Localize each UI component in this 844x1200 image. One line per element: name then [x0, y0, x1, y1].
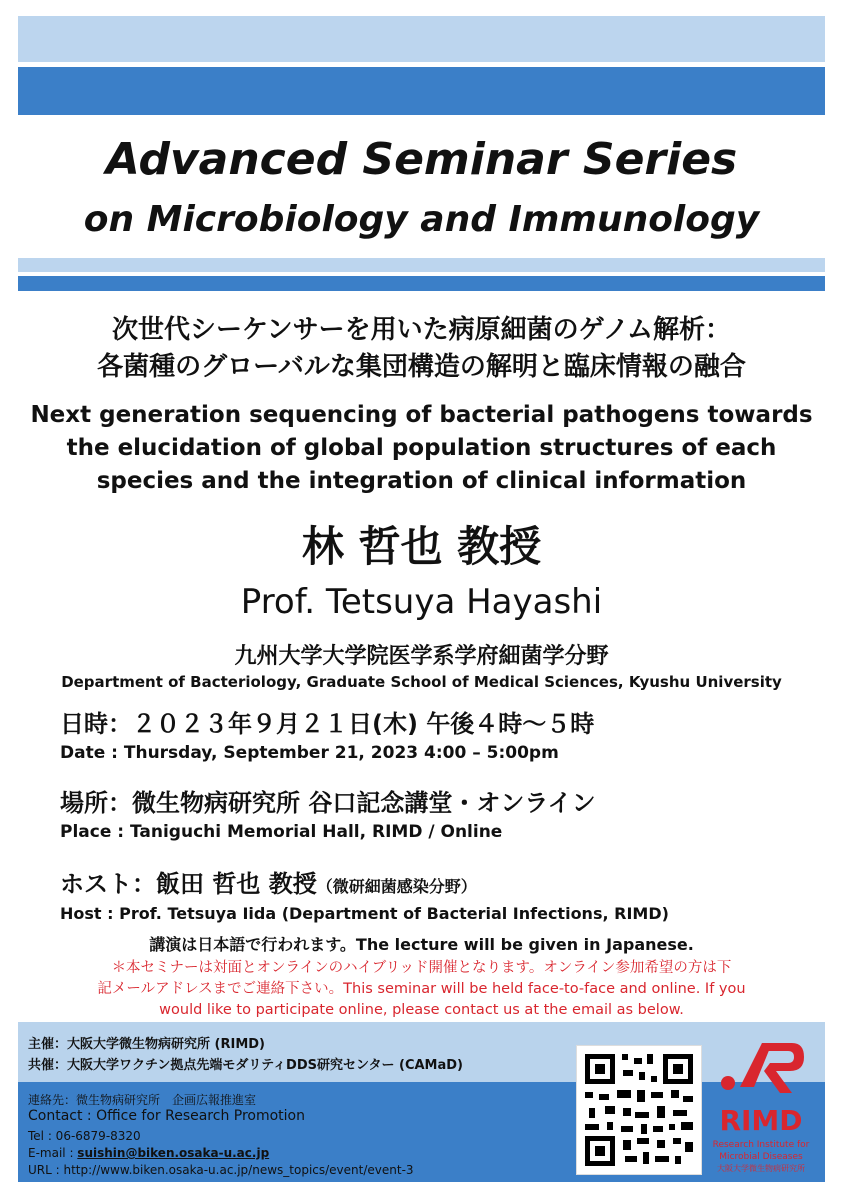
talk-title-en-line3: species and the integration of clinical information	[96, 468, 747, 494]
qr-code-image	[577, 1046, 701, 1174]
rimd-logo	[700, 1025, 822, 1183]
rimd-logo-sub3: 大阪大学微生物病研究所	[717, 1164, 805, 1173]
rimd-logo-text: RIMD	[719, 1104, 803, 1137]
contact-en: Contact : Office for Research Promotion	[28, 1108, 305, 1124]
date-jp: 日時：２０２３年９月２１日(木) 午後４時～５時	[60, 710, 595, 738]
talk-title-en-line1: Next generation sequencing of bacterial pathogens towards	[30, 402, 813, 428]
talk-title-jp-line2: 各菌種のグローバルな集団構造の解明と臨床情報の融合	[97, 352, 746, 382]
divider-band-light	[18, 258, 825, 272]
rimd-logo-sub2: Microbial Diseases	[719, 1152, 803, 1162]
divider-band-dark	[18, 276, 825, 291]
series-title-line1: Advanced Seminar Series	[105, 134, 738, 185]
talk-title-en-line2: the elucidation of global population structures of each	[66, 435, 777, 461]
speaker-name-jp: 林 哲也 教授	[301, 522, 542, 571]
hybrid-note-line1: ＊本セミナーは対面とオンラインのハイブリッド開催となります。オンライン参加希望の方は下	[111, 960, 732, 976]
contact-url[interactable]: URL : http://www.biken.osaka-u.ac.jp/news_topics/event/event-3	[28, 1163, 414, 1177]
place-en: Place : Taniguchi Memorial Hall, RIMD / Online	[60, 822, 503, 842]
language-note: 講演は日本語で行われます。The lecture will be given in Japanese.	[149, 935, 694, 954]
date-en: Date : Thursday, September 21, 2023 4:00 – 5:00pm	[60, 743, 559, 763]
contact-jp: 連絡先：微生物病研究所 企画広報推進室	[28, 1093, 257, 1107]
header-band-dark	[18, 67, 825, 115]
hybrid-note-line2: 記メールアドレスまでご連絡下さい。This seminar will be held face-to-face and online. If you	[97, 981, 746, 997]
co-organizer: 共催：大阪大学ワクチン拠点先端モダリティDDS研究センター (CAMaD)	[28, 1058, 463, 1073]
organizer: 主催：大阪大学微生物病研究所 (RIMD)	[28, 1037, 265, 1052]
host-jp	[60, 868, 820, 903]
contact-email-row	[28, 1146, 269, 1160]
rimd-logo-mark-icon	[700, 1025, 822, 1105]
email-link[interactable]: suishin@biken.osaka-u.ac.jp	[77, 1146, 270, 1160]
hybrid-note-line3: would like to participate online, please contact us at the email as below.	[159, 1002, 684, 1018]
header-band-light	[18, 16, 825, 62]
talk-title-jp-line1: 次世代シーケンサーを用いた病原細菌のゲノム解析：	[111, 315, 732, 345]
qr-code[interactable]	[576, 1045, 702, 1175]
host-jp-name: ホスト：飯田 哲也 教授	[60, 870, 317, 898]
host-jp-department: （微研細菌感染分野）	[316, 877, 477, 896]
host-en: Host : Prof. Tetsuya Iida (Department of Bacterial Infections, RIMD)	[60, 904, 669, 923]
speaker-name-en: Prof. Tetsuya Hayashi	[240, 582, 603, 622]
speaker-affiliation-en: Department of Bacteriology, Graduate School of Medical Sciences, Kyushu University	[61, 673, 782, 691]
email-label: E-mail :	[28, 1146, 78, 1160]
speaker-affiliation-jp: 九州大学大学院医学系学府細菌学分野	[234, 644, 609, 669]
rimd-logo-sub1: Research Institute for	[712, 1140, 810, 1150]
series-title-line2: on Microbiology and Immunology	[83, 199, 760, 240]
place-jp: 場所：微生物病研究所 谷口記念講堂・オンライン	[60, 789, 596, 817]
contact-tel: Tel : 06-6879-8320	[28, 1129, 141, 1143]
